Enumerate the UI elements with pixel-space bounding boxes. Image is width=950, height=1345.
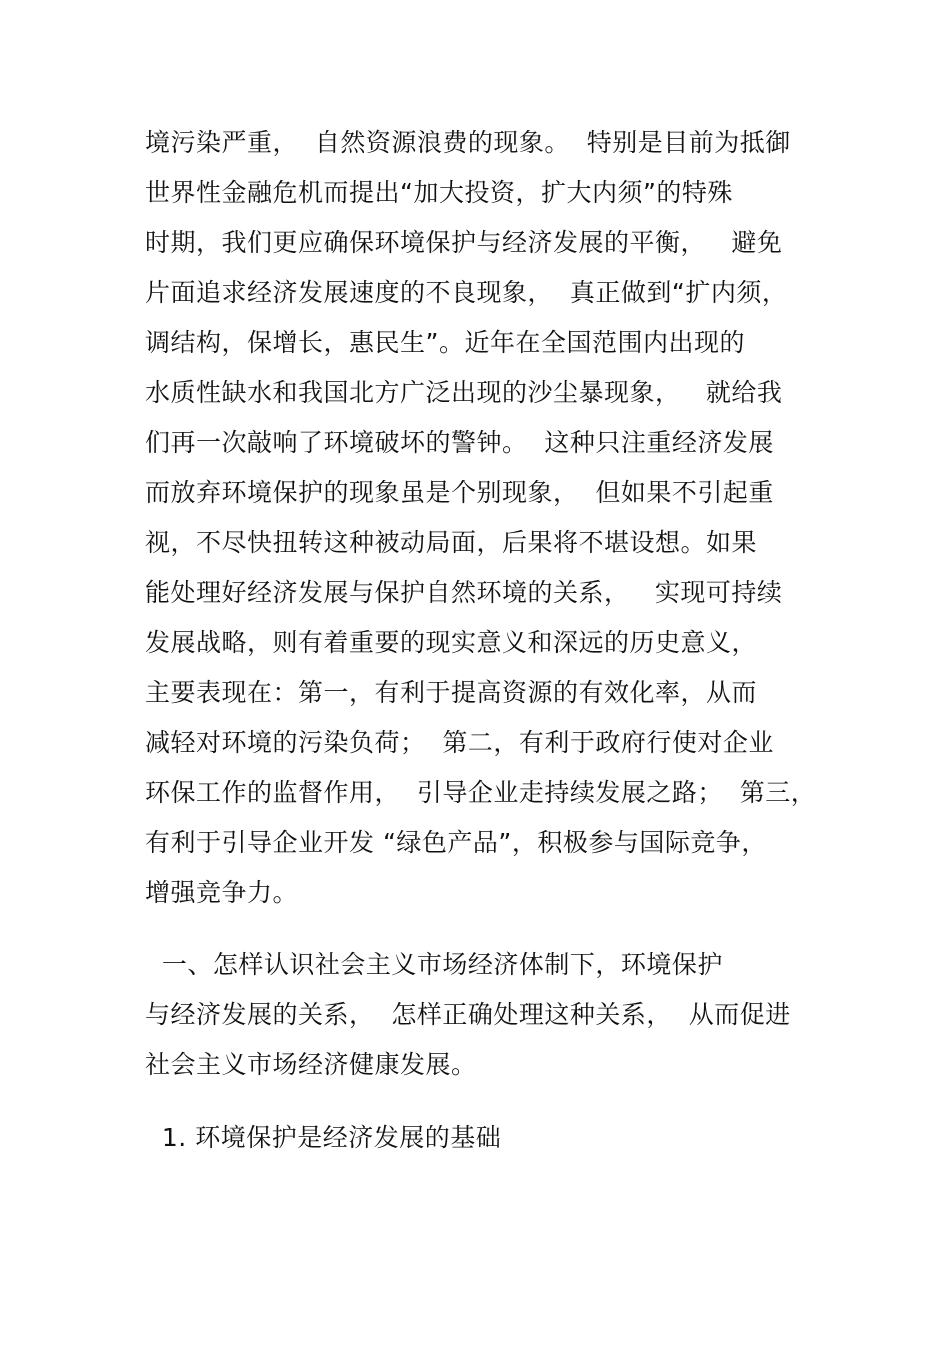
text-line: 与经济发展的关系， 怎样正确处理这种关系， 从而促进 [145, 1000, 791, 1029]
section-heading: 1. 环境保护是经济发展的基础 [145, 1123, 502, 1152]
text-line: 视，不尽快扭转这种被动局面，后果将不堪设想。如果 [145, 528, 758, 557]
text-line: 社会主义市场经济健康发展。 [145, 1050, 477, 1079]
text-line: 发展战略，则有着重要的现实意义和深远的历史意义， [145, 628, 758, 657]
text-line: 减轻对环境的污染负荷； 第二，有利于政府行使对企业 [145, 728, 774, 757]
text-line: 境污染严重， 自然资源浪费的现象。 特别是目前为抵御 [145, 128, 791, 157]
text-line: 时期，我们更应确保环境保护与经济发展的平衡， 避免 [145, 228, 783, 257]
text-line: 增强竞争力。 [145, 878, 299, 907]
text-line: 片面追求经济发展速度的不良现象， 真正做到“扩内须， [145, 278, 788, 307]
text-line: 主要表现在：第一，有利于提高资源的有效化率，从而 [145, 678, 758, 707]
text-line: 而放弃环境保护的现象虽是个别现象， 但如果不引起重 [145, 478, 774, 507]
text-line: 能处理好经济发展与保护自然环境的关系， 实现可持续 [145, 578, 783, 607]
text-line: 一、怎样认识社会主义市场经济体制下，环境保护 [145, 950, 723, 979]
text-line: 们再一次敲响了环境破坏的警钟。 这种只注重经济发展 [145, 428, 774, 457]
text-line: 有利于引导企业开发 “绿色产品”，积极参与国际竞争， [145, 828, 767, 857]
text-line: 水质性缺水和我国北方广泛出现的沙尘暴现象， 就给我 [145, 378, 783, 407]
text-line: 调结构，保增长，惠民生”。近年在全国范围内出现的 [145, 328, 745, 357]
text-line: 环保工作的监督作用， 引导企业走持续发展之路； 第三， [145, 778, 817, 807]
text-line: 世界性金融危机而提出“加大投资，扩大内须”的特殊 [145, 178, 733, 207]
